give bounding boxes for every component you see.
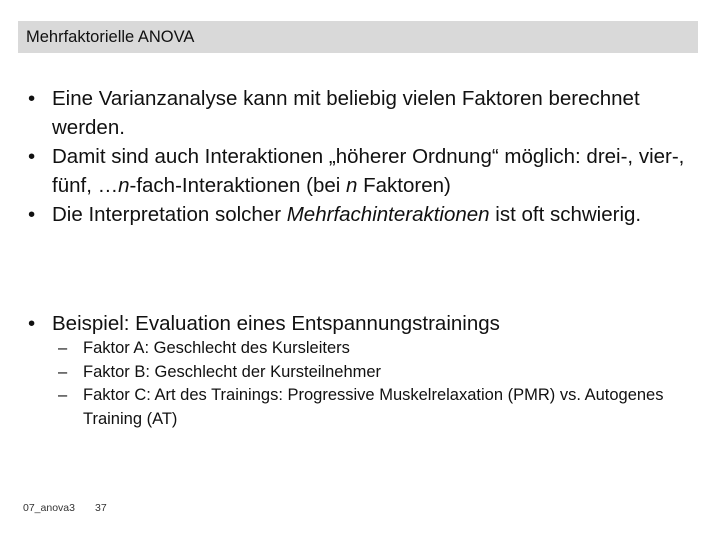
- slide-title: Mehrfaktorielle ANOVA: [26, 27, 195, 46]
- bullet-item: [28, 142, 698, 200]
- sub-bullet-text: Faktor C: Art des Trainings: Progressive Muskelrelaxation (PMR) vs. Autogenes Training (AT): [83, 386, 664, 428]
- bullet-text: Damit sind auch Interaktionen „höherer Ordnung“ möglich: drei-, vier-, fünf, …: [52, 145, 685, 197]
- bullet-italic: n: [118, 174, 130, 197]
- bullet-item: [28, 84, 698, 142]
- dash-marker: –: [58, 339, 68, 357]
- sub-bullet-item: [58, 361, 678, 385]
- sub-bullet-item: [58, 384, 678, 431]
- bullet-list: [28, 84, 698, 229]
- bullet-item: [28, 309, 698, 338]
- bullet-text: ist oft schwierig.: [489, 203, 642, 226]
- bullet-marker: •: [28, 203, 36, 226]
- dash-marker: –: [58, 386, 68, 404]
- bullet-marker: •: [28, 87, 36, 110]
- sub-bullet-text: Faktor B: Geschlecht der Kursteilnehmer: [83, 362, 382, 381]
- bullet-text: Beispiel: Evaluation eines Entspannungstrainings: [52, 312, 500, 335]
- footer-file: 07_anova3: [23, 502, 75, 514]
- bullet-text: Die Interpretation solcher: [52, 203, 287, 226]
- sub-bullet-list: [58, 337, 678, 431]
- bullet-item: [28, 200, 698, 229]
- footer-page-number: 37: [95, 502, 107, 514]
- bullet-marker: •: [28, 312, 36, 335]
- bullet-text: Eine Varianzanalyse kann mit beliebig vielen Faktoren berechnet werden.: [52, 87, 640, 139]
- sub-bullet-text: Faktor A: Geschlecht des Kursleiters: [83, 339, 350, 357]
- sub-bullet-item: [58, 337, 678, 361]
- example-bullet-list: [28, 309, 698, 338]
- slide-title-bar: [18, 21, 698, 53]
- bullet-text: Faktoren): [357, 174, 451, 197]
- bullet-text: -fach-Interaktionen (bei: [129, 174, 347, 197]
- bullet-italic: Mehrfachinteraktionen: [286, 203, 490, 226]
- dash-marker: –: [58, 362, 68, 381]
- bullet-marker: •: [28, 145, 36, 168]
- bullet-italic: n: [346, 174, 358, 197]
